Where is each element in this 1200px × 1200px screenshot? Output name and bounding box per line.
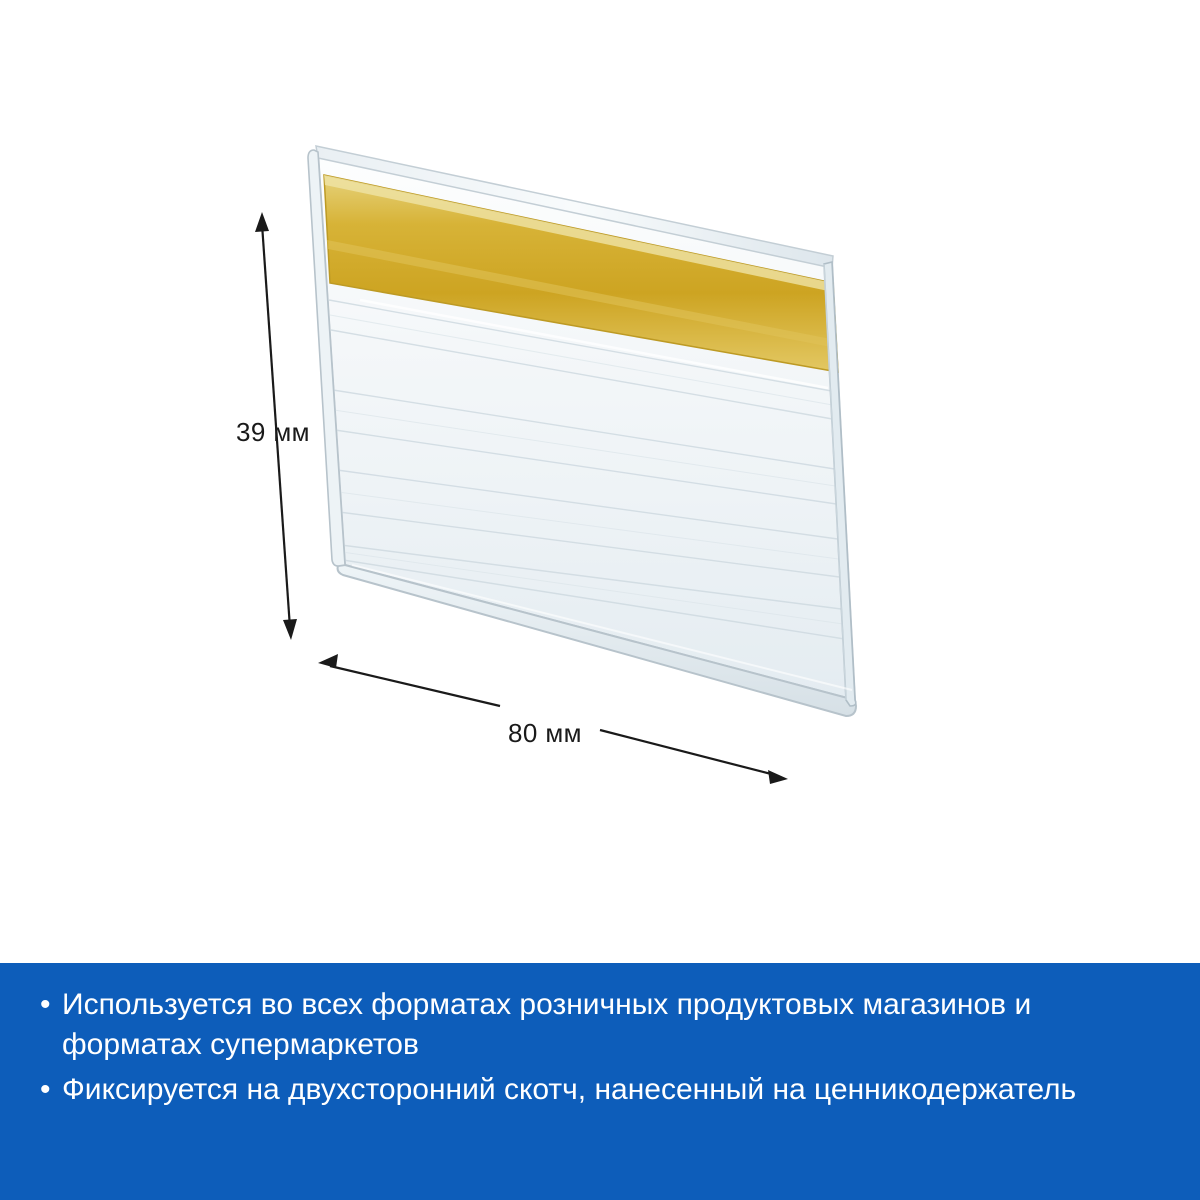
feature-text: Используется во всех форматах розничных продуктовых магазинов и форматах супермаркетов — [62, 988, 1032, 1061]
feature-text: Фиксируется на двухсторонний скотч, нанесенный на ценникодержатель — [62, 1073, 1077, 1107]
list-item — [40, 985, 1102, 1064]
width-dimension-label: 80 мм — [508, 718, 582, 748]
list-item — [40, 1070, 1102, 1110]
height-dimension-label: 39 мм — [236, 417, 310, 447]
bullet-icon: • — [40, 988, 51, 1021]
feature-list — [40, 985, 1152, 1110]
feature-footer — [0, 963, 1200, 1200]
bullet-icon: • — [40, 1073, 51, 1107]
shelf-label-holder-body — [308, 146, 856, 716]
